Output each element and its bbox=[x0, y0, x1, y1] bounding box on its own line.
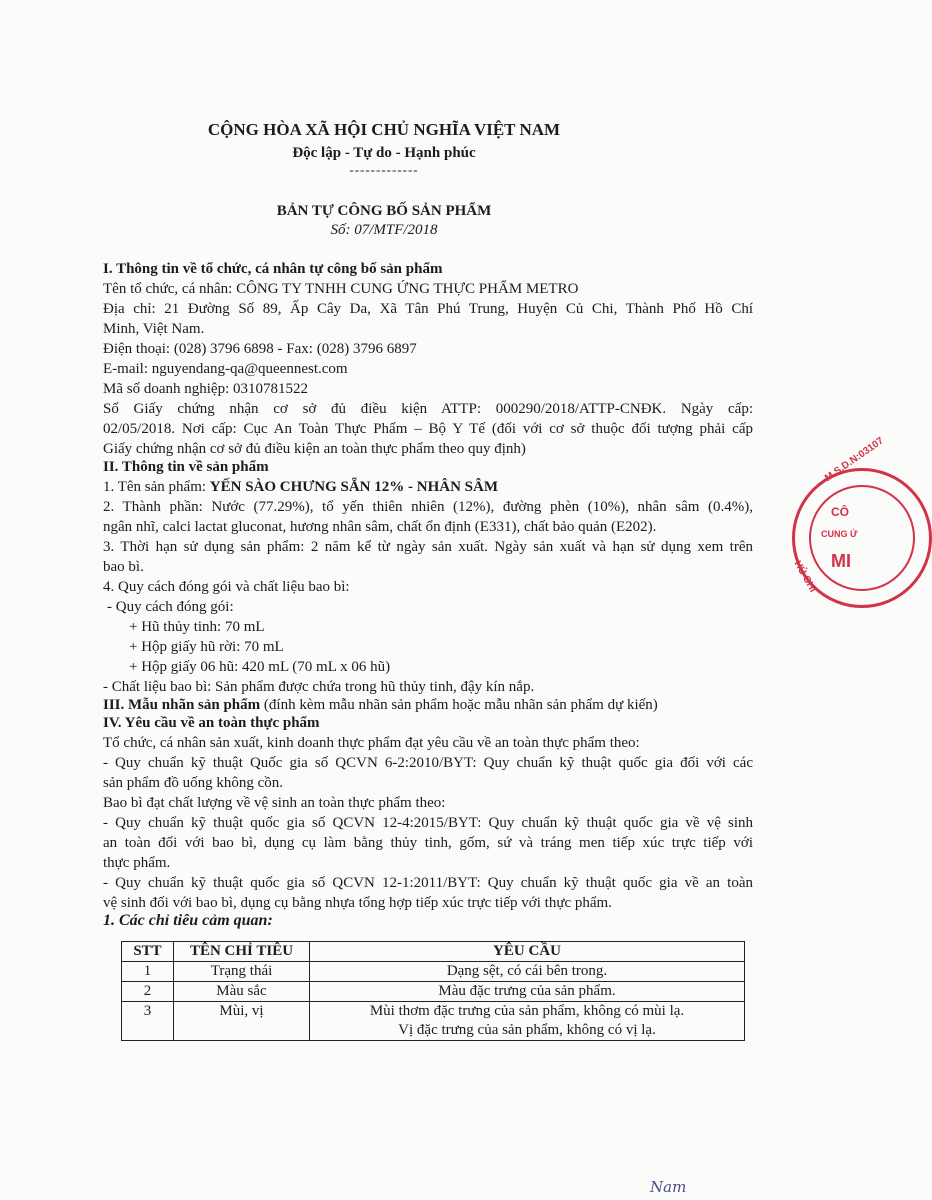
seal-ring-text: M.S.D.N:03107 bbox=[823, 435, 886, 485]
org-name-line bbox=[103, 279, 578, 299]
address-line-2: Minh, Việt Nam. bbox=[103, 321, 205, 337]
column-header: YÊU CẦU bbox=[310, 942, 745, 962]
seal-text: MI bbox=[831, 551, 851, 571]
table-row bbox=[122, 982, 745, 1002]
row-stt: 3 bbox=[122, 1002, 174, 1041]
sensory-heading: 1. Các chỉ tiêu cảm quan: bbox=[103, 912, 273, 929]
packaging-intro: Bao bì đạt chất lượng về vệ sinh an toàn thực phẩm theo: bbox=[103, 795, 446, 811]
requirement-line: Mùi thơm đặc trưng của sản phẩm, không có mùi lạ. bbox=[369, 1003, 685, 1019]
packing-item: + Hũ thủy tinh: 70 mL bbox=[129, 619, 265, 635]
product-name-label: 1. Tên sản phẩm: bbox=[103, 479, 210, 495]
section-3-line bbox=[103, 695, 658, 715]
section-3-heading: III. Mẫu nhãn sản phẩm bbox=[103, 697, 261, 713]
ingredients-line-2: ngân nhĩ, calci lactat gluconat, hương nhân sâm, chất ổn định (E331), chất bảo quản (E202). bbox=[103, 519, 657, 535]
row-requirement: Dạng sệt, có cái bên trong. bbox=[310, 962, 745, 982]
standard-2-line-2: an toàn đối với bao bì, dụng cụ làm bằng thủy tinh, gốm, sứ và tráng men tiếp xúc trực tiếp với bbox=[103, 835, 753, 851]
table-header-row bbox=[122, 942, 745, 962]
packing-item: + Hộp giấy hũ rời: 70 mL bbox=[129, 639, 284, 655]
address-line-1: Địa chỉ: 21 Đường Số 89, Ấp Cây Da, Xã Tân Phú Trung, Huyện Củ Chi, Thành Phố Hồ Chí bbox=[103, 301, 753, 317]
phone-fax-line: Điện thoại: (028) 3796 6898 - Fax: (028) 3796 6897 bbox=[103, 341, 417, 357]
shelf-life-line-2: bao bì. bbox=[103, 559, 144, 575]
section-1-heading: I. Thông tin về tổ chức, cá nhân tự công bố sản phẩm bbox=[103, 261, 443, 277]
safety-intro: Tổ chức, cá nhân sản xuất, kinh doanh thực phẩm đạt yêu cầu về an toàn thực phẩm theo: bbox=[103, 735, 640, 751]
product-name-line bbox=[103, 477, 498, 497]
certificate-line-2: 02/05/2018. Nơi cấp: Cục An Toàn Thực Phẩm – Bộ Y Tế (đối với cơ sở thuộc đối tượng phải cấp bbox=[103, 421, 753, 437]
document-title: BẢN TỰ CÔNG BỐ SẢN PHẨM bbox=[276, 203, 492, 219]
standard-1-line-1: - Quy chuẩn kỹ thuật Quốc gia số QCVN 6-2:2010/BYT: Quy chuẩn kỹ thuật quốc gia đối với các bbox=[103, 755, 753, 771]
business-code-line: Mã số doanh nghiệp: 0310781522 bbox=[103, 381, 308, 397]
standard-3-line-2: vệ sinh đối với bao bì, dụng cụ bằng nhựa tổng hợp tiếp xúc trực tiếp với thực phẩm. bbox=[103, 895, 612, 911]
org-name-label: Tên tổ chức, cá nhân: bbox=[103, 281, 237, 297]
packaging-material: - Chất liệu bao bì: Sản phẩm được chứa trong hũ thủy tinh, đậy kín nắp. bbox=[103, 679, 535, 695]
email-line: E-mail: nguyendang-qa@queennest.com bbox=[103, 361, 348, 377]
document-number: Số: 07/MTF/2018 bbox=[330, 222, 438, 238]
standard-1-line-2: sản phẩm đồ uống không cồn. bbox=[103, 775, 283, 791]
section-2-heading: II. Thông tin về sản phẩm bbox=[103, 459, 269, 475]
table-row bbox=[122, 962, 745, 982]
shelf-life-line-1: 3. Thời hạn sử dụng sản phẩm: 2 năm kể từ ngày sản xuất. Ngày sản xuất và hạn sử dụng xem trên bbox=[103, 539, 753, 555]
seal-text: CUNG Ứ bbox=[821, 529, 858, 539]
packing-item: + Hộp giấy 06 hũ: 420 mL (70 mL x 06 hũ) bbox=[129, 659, 391, 675]
column-header: TÊN CHỈ TIÊU bbox=[174, 942, 310, 962]
company-seal-stamp bbox=[791, 435, 932, 608]
row-requirement: Màu đặc trưng của sản phẩm. bbox=[310, 982, 745, 1002]
requirement-line: Vị đặc trưng của sản phẩm, không có vị lạ. bbox=[398, 1022, 656, 1038]
handwritten-initials: Nam bbox=[650, 1178, 687, 1196]
packing-heading: 4. Quy cách đóng gói và chất liệu bao bì: bbox=[103, 579, 350, 595]
national-motto: Độc lập - Tự do - Hạnh phúc bbox=[292, 145, 476, 161]
row-requirement bbox=[310, 1002, 745, 1041]
column-header: STT bbox=[122, 942, 174, 962]
certificate-line-1: Số Giấy chứng nhận cơ sở đủ điều kiện ATTP: 000290/2018/ATTP-CNĐK. Ngày cấp: bbox=[103, 401, 753, 417]
standard-3-line-1: - Quy chuẩn kỹ thuật quốc gia số QCVN 12-1:2011/BYT: Quy chuẩn kỹ thuật quốc gia về an toàn bbox=[103, 875, 753, 891]
country-name: CỘNG HÒA XÃ HỘI CHỦ NGHĨA VIỆT NAM bbox=[207, 120, 561, 139]
table-row bbox=[122, 1002, 745, 1041]
org-name-value: CÔNG TY TNHH CUNG ỨNG THỰC PHẨM METRO bbox=[236, 281, 579, 297]
row-criterion: Trạng thái bbox=[174, 962, 310, 982]
seal-text: CÔ bbox=[831, 505, 849, 519]
packing-sub-heading: - Quy cách đóng gói: bbox=[107, 599, 234, 615]
ingredients-line-1: 2. Thành phần: Nước (77.29%), tổ yến thiên nhiên (12%), đường phèn (10%), nhân sâm (0.4%), bbox=[103, 499, 753, 515]
certificate-line-3: Giấy chứng nhận cơ sở đủ điều kiện an toàn thực phẩm theo quy định) bbox=[103, 441, 526, 457]
product-name-value: YẾN SÀO CHƯNG SẴN 12% - NHÂN SÂM bbox=[209, 479, 498, 495]
header-divider: ------------- bbox=[349, 162, 419, 177]
row-criterion: Mùi, vị bbox=[174, 1002, 310, 1041]
row-stt: 1 bbox=[122, 962, 174, 982]
section-4-heading: IV. Yêu cầu về an toàn thực phẩm bbox=[103, 715, 320, 731]
row-criterion: Màu sắc bbox=[174, 982, 310, 1002]
sensory-criteria-table bbox=[121, 941, 745, 1041]
row-stt: 2 bbox=[122, 982, 174, 1002]
standard-2-line-1: - Quy chuẩn kỹ thuật quốc gia số QCVN 12-4:2015/BYT: Quy chuẩn kỹ thuật quốc gia về vệ sinh bbox=[103, 815, 753, 831]
seal-ring-bottom-text: HỦ CHI bbox=[791, 559, 819, 595]
standard-2-line-3: thực phẩm. bbox=[103, 855, 171, 871]
section-3-note: (đính kèm mẫu nhãn sản phẩm hoặc mẫu nhãn sản phẩm dự kiến) bbox=[260, 697, 658, 713]
